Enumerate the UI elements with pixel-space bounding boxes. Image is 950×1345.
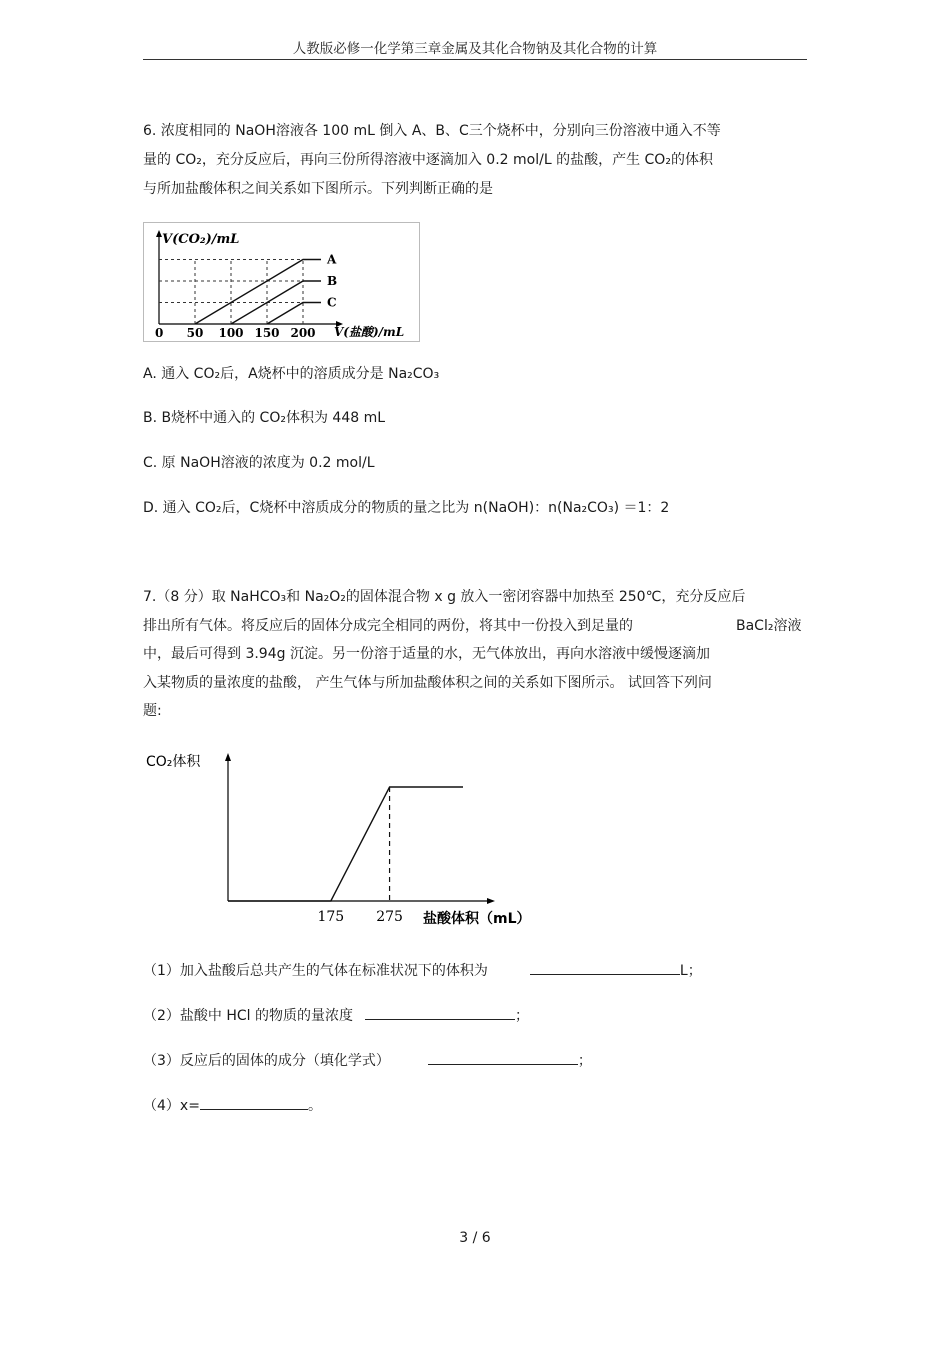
q7-sub-3-text: （3）反应后的固体的成分（填化学式） xyxy=(143,1053,390,1069)
q7-sub-2-end: ； xyxy=(515,1008,529,1024)
x-tick-label: 150 xyxy=(254,326,280,340)
chart1-ylabel: V(CO₂)/mL xyxy=(162,232,240,247)
q6-option-b: B. B烧杯中通入的 CO₂体积为 448 mL xyxy=(143,410,386,426)
q6-option-d: D. 通入 CO₂后，C烧杯中溶质成分的物质的量之比为 n(NaOH)：n(Na₂CO₃) ＝1：2 xyxy=(143,500,670,516)
answer-blank-4[interactable] xyxy=(200,1096,308,1110)
q6-line-3: 与所加盐酸体积之间关系如下图所示。下列判断正确的是 xyxy=(143,181,493,197)
series-label-b: B xyxy=(327,274,338,288)
series-label-a: A xyxy=(327,252,337,267)
q7-line-1: 7.（8 分）取 NaHCO₃和 Na₂O₂的固体混合物 x g 放入一密闭容器中加热至 250℃，充分反应后 xyxy=(143,589,746,605)
header-divider xyxy=(143,59,807,60)
chart1-xlabel: V(盐酸)/mL xyxy=(334,325,405,339)
series-line-a xyxy=(195,260,321,325)
chart2-ylabel: CO₂体积 xyxy=(146,754,201,770)
q7-sub-4-end: 。 xyxy=(307,1098,322,1114)
header-title: 人教版必修一化学第三章金属及其化合物钠及其化合物的计算 xyxy=(292,41,658,57)
answer-blank-2[interactable] xyxy=(365,1006,515,1020)
q7-line-3: 中，最后可得到 3.94g 沉淀。另一份溶于适量的水，无气体放出，再向水溶液中缓慢逐滴加 xyxy=(143,646,710,662)
q7-line-2: 排出所有气体。将反应后的固体分成完全相同的两份，将其中一份投入到足量的 xyxy=(143,618,633,634)
chart-co2-vs-hcl-6 xyxy=(143,222,421,344)
x-tick-label: 100 xyxy=(218,326,244,340)
answer-blank-3[interactable] xyxy=(428,1051,578,1065)
q7-line-2-end: BaCl₂溶液 xyxy=(736,618,802,634)
series-line xyxy=(228,787,463,901)
page-number: 3 / 6 xyxy=(459,1230,491,1246)
q7-sub-1 xyxy=(143,961,702,981)
q6-option-c: C. 原 NaOH溶液的浓度为 0.2 mol/L xyxy=(143,455,375,471)
q7-line-4: 入某物质的量浓度的盐酸， 产生气体与所加盐酸体积之间的关系如下图所示。 试回答下列问 xyxy=(143,675,712,691)
q7-sub-3 xyxy=(143,1051,592,1071)
q7-line-5: 题: xyxy=(143,703,162,719)
x-tick-label: 50 xyxy=(186,326,204,340)
q7-sub-4 xyxy=(143,1096,322,1116)
q7-sub-1-unit: L； xyxy=(679,963,702,979)
q7-sub-4-text: （4）x= xyxy=(143,1098,200,1114)
x-tick-label: 200 xyxy=(290,326,316,340)
q7-sub-2 xyxy=(143,1006,529,1026)
q7-sub-2-text: （2）盐酸中 HCl 的物质的量浓度 xyxy=(143,1008,353,1024)
series-label-c: C xyxy=(327,295,337,310)
series-line-c xyxy=(267,303,321,325)
chart-co2-vs-hcl-7 xyxy=(140,745,560,935)
q7-sub-1-text: （1）加入盐酸后总共产生的气体在标准状况下的体积为 xyxy=(143,963,488,979)
y-axis-arrow xyxy=(225,753,231,761)
q6-line-2: 量的 CO₂，充分反应后，再向三份所得溶液中逐滴加入 0.2 mol/L 的盐酸，产生 CO₂的体积 xyxy=(143,152,713,168)
x-tick-label: 175 xyxy=(317,909,345,925)
q7-sub-3-end: ； xyxy=(577,1053,592,1069)
answer-blank-1[interactable] xyxy=(530,961,680,975)
q6-option-a: A. 通入 CO₂后，A烧杯中的溶质成分是 Na₂CO₃ xyxy=(143,366,440,382)
q6-line-1: 6. 浓度相同的 NaOH溶液各 100 mL 倒入 A、B、C三个烧杯中，分别向三份溶液中通入不等 xyxy=(143,123,721,139)
x-axis-arrow xyxy=(487,898,495,904)
chart1-origin-label: 0 xyxy=(155,326,164,340)
chart2-xlabel: 盐酸体积（mL） xyxy=(423,911,531,927)
x-tick-label: 275 xyxy=(376,909,403,925)
